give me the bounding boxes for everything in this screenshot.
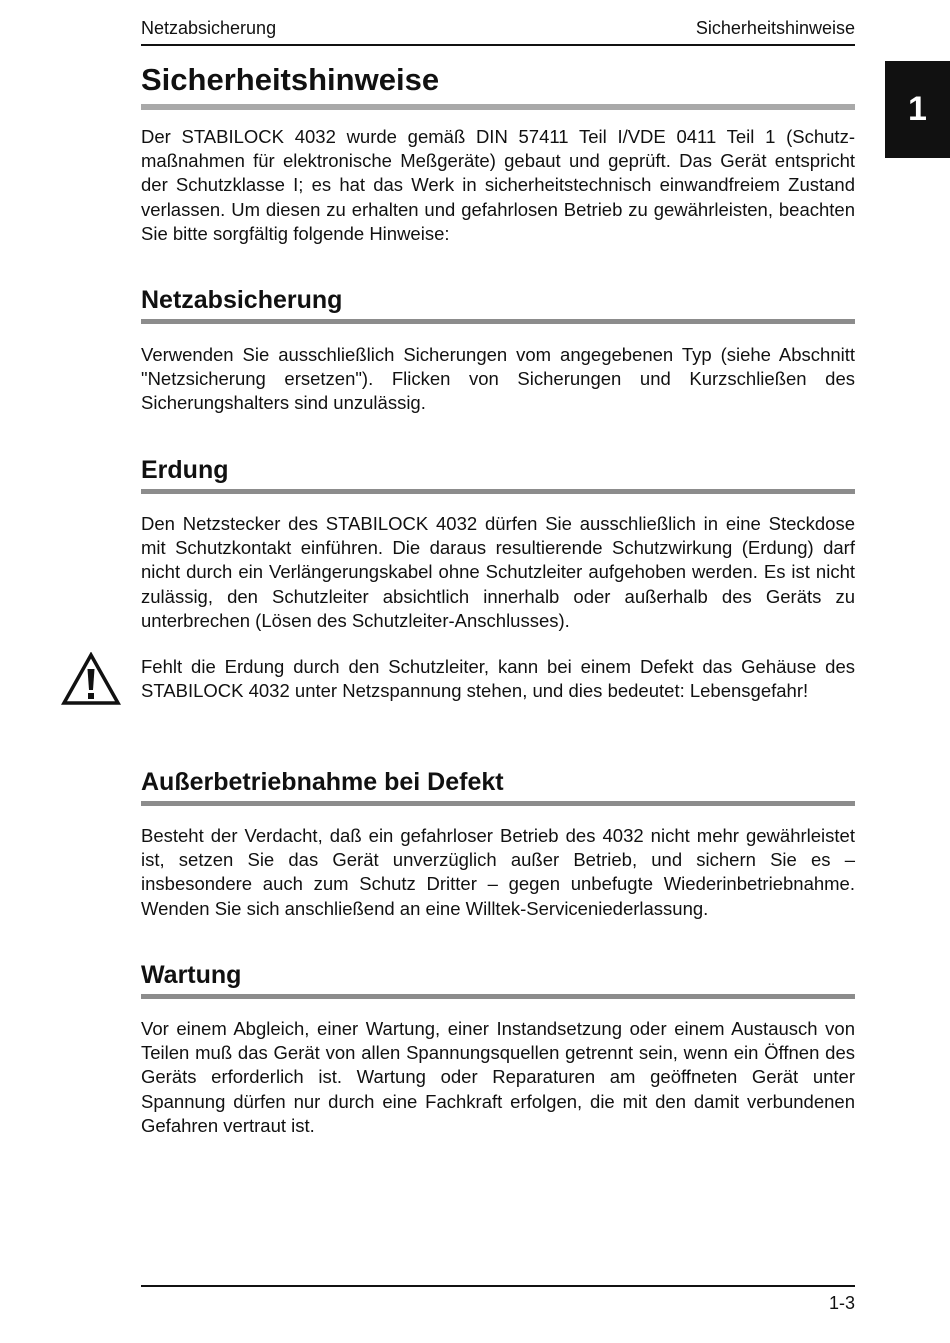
paragraph-erdung: Den Netzstecker des STABILOCK 4032 dürfen Sie ausschließlich in eine Steckdose mit Schutzkontakt einführen. Die daraus resultierende Schutzwirkung (Erdung) darf nicht durch ein Verlängerungskabel ohne Schutzleiter aufgehoben werden. Es ist nicht zulässig, den Schutzleiter absichtlich innerhalb oder außerhalb des Geräts zu unterbrechen (Lösen des Schutzleiter-Anschlusses). <box>141 513 855 631</box>
running-header-section: Netzabsicherung <box>141 18 277 38</box>
heading-wartung: Wartung <box>141 960 855 999</box>
paragraph-ausserbetriebnahme: Besteht der Verdacht, daß ein gefahrloser Betrieb des 4032 nicht mehr gewährleistet ist, setzen Sie das Gerät unverzüglich außer Betrieb, und sichern Sie es – insbesondere auch zum Schutz Dritter – gegen unbefugte Wiederinbetriebnahme. Wenden Sie sich anschließend an eine Willtek-Serviceniederlassung. <box>141 825 855 919</box>
intro-paragraph: Der STABILOCK 4032 wurde gemäß DIN 57411 Teil I/VDE 0411 Teil 1 (Schutzmaßnahmen für elektronische Meßgeräte) gebaut und geprüft. Das Gerät entspricht der Schutzklasse I; es hat das Werk in sicherheitstechnisch einwandfreiem Zustand verlassen. Um diesen zu erhalten und gefahrlosen Betrieb zu gewährleisten, beachten Sie bitte sorgfältig folgende Hinweise: <box>141 126 855 244</box>
heading-erdung: Erdung <box>141 455 855 494</box>
chapter-tab: 1 <box>885 61 950 158</box>
running-header <box>141 16 855 46</box>
running-header-chapter: Sicherheitshinweise <box>695 18 855 38</box>
warning-text: Fehlt die Erdung durch den Schutzleiter, kann bei einem Defekt das Gehäuse des STABILOCK 4032 unter Netzspannung stehen, und dies bedeutet: Lebensgefahr! <box>141 656 855 702</box>
page-number: 1-3 <box>828 1293 855 1313</box>
heading-ausserbetriebnahme: Außerbetriebnahme bei Defekt <box>141 767 855 806</box>
footer-rule <box>141 1285 855 1287</box>
warning-triangle-icon <box>61 652 121 706</box>
paragraph-netzabsicherung: Verwenden Sie ausschließlich Sicherungen vom angegebenen Typ (siehe Abschnitt "Netzsicherung ersetzen"). Flicken von Sicherungen und Kurzschließen des Sicherungshalters sind unzulässig. <box>141 344 855 414</box>
heading-netzabsicherung: Netzabsicherung <box>141 285 855 324</box>
paragraph-wartung: Vor einem Abgleich, einer Wartung, einer Instandsetzung oder einem Austausch von Teilen muß das Gerät von allen Spannungsquellen getrennt sein, wenn ein Öffnen des Geräts erforderlich ist. Wartung oder Reparaturen am geöffneten Gerät unter Spannung dürfen nur durch eine Fachkraft erfolgen, die mit den damit verbundenen Gefahren vertraut ist. <box>141 1018 855 1136</box>
page-title: Sicherheitshinweise <box>141 62 855 110</box>
